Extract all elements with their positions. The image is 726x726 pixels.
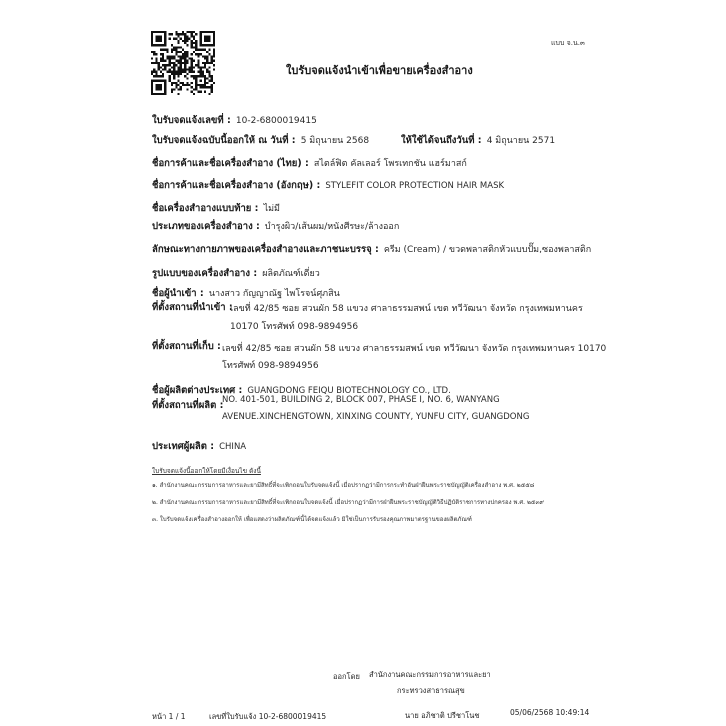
name-english-label: ชื่อการค้าและชื่อเครื่องสำอาง (อังกฤษ) : (152, 180, 321, 191)
document-title: ใบรับจดแจ้งนำเข้าเพื่อขายเครื่องสำอาง (286, 64, 473, 77)
condition-item: ๒. สำนักงานคณะกรรมการอาหารและยามีสิทธิ์ที่จะเพิกถอนใบจดแจ้งนี้ เมื่อปรากฏว่ามีการฝ่าฝืนพระราชบัญญัติวิธีปฏิบัติราชการทางปกครอง พ.ศ. ๒๕๓๙ (152, 499, 544, 506)
issue-date-label: ใบรับจดแจ้งฉบับนี้ออกให้ ณ วันที่ : (152, 135, 296, 146)
type-label: ประเภทของเครื่องสำอาง : (152, 221, 260, 232)
qr-code (151, 31, 215, 95)
storage-address-line1: เลขที่ 42/85 ซอย สวนผัก 58 แขวง ศาลาธรรมสพน์ เขต ทวีวัฒนา จังหวัด กรุงเทพมหานคร 10170 (222, 344, 607, 354)
format-label: รูปแบบของเครื่องสำอาง : (152, 268, 258, 279)
name-english-row (152, 173, 504, 193)
physical-label: ลักษณะทางกายภาพของเครื่องสำอางและภาชนะบรรจุ : (152, 244, 379, 255)
name-thai-row (152, 151, 467, 171)
suffix-name-value: ไม่มี (263, 204, 280, 214)
format-value: ผลิตภัณฑ์เดี่ยว (262, 269, 320, 279)
name-thai-label: ชื่อการค้าและชื่อเครื่องสำอาง (ไทย) : (152, 158, 309, 169)
storage-address-label: ที่ตั้งสถานที่เก็บ : (152, 341, 221, 352)
manufacturer-label: ชื่อผู้ผลิตต่างประเทศ : (152, 385, 243, 396)
receipt-number-label: ใบรับจดแจ้งเลขที่ : (152, 115, 231, 126)
valid-until-value: 4 มิถุนายน 2571 (486, 136, 556, 146)
type-row (152, 214, 399, 234)
physical-value: ครีม (Cream) / ขวดพลาสติกหัวแบบปั๊ม,ซองพลาสติก (383, 245, 592, 255)
issued-by-ministry: กระทรวงสาธารณสุข (397, 686, 465, 695)
suffix-name-row (152, 196, 280, 216)
valid-until-label: ให้ใช้ได้จนถึงวันที่ : (401, 135, 482, 146)
factory-address-line2: AVENUE.XINCHENGTOWN, XINXING COUNTY, YUNFU CITY, GUANGDONG (222, 412, 530, 422)
factory-address-line1: NO. 401-501, BUILDING 2, BLOCK 007, PHASE I, NO. 6, WANYANG (222, 395, 500, 405)
officer-name: นาย อภิชาติ ปรีชาโนช (405, 711, 480, 720)
issued-by-label: ออกโดย (333, 672, 360, 681)
issued-by-org: สำนักงานคณะกรรมการอาหารและยา (369, 670, 491, 679)
physical-row (152, 237, 591, 257)
importer-row (152, 281, 340, 301)
importer-address-label: ที่ตั้งสถานที่นำเข้า : (152, 302, 233, 313)
timestamp: 05/06/2568 10:49:14 (510, 708, 590, 717)
page-number: หน้า 1 / 1 (152, 712, 186, 721)
issue-date-row (152, 128, 369, 148)
factory-address-label: ที่ตั้งสถานที่ผลิต : (152, 400, 224, 411)
issue-date-value: 5 มิถุนายน 2568 (300, 136, 370, 146)
country-row (152, 434, 246, 454)
importer-address-line2: 10170 โทรศัพท์ 098-9894956 (230, 322, 359, 332)
condition-item: ๑. สำนักงานคณะกรรมการอาหารและยามีสิทธิ์ที่จะเพิกถอนใบรับจดแจ้งนี้ เมื่อปรากฏว่ามีการกระทำอันฝ่าฝืนพระราชบัญญัติเครื่องสำอาง พ.ศ. ๒๕๕๘ (152, 482, 535, 489)
importer-label: ชื่อผู้นำเข้า : (152, 288, 204, 299)
valid-until-row (401, 128, 555, 148)
storage-address-line2: โทรศัพท์ 098-9894956 (222, 361, 319, 371)
condition-item: ๓. ใบรับจดแจ้งเครื่องสำอางออกให้ เพื่อแสดงว่าผลิตภัณฑ์นี้ได้จดแจ้งแล้ว มิใช่เป็นการรับรองคุณภาพมาตรฐานของผลิตภัณฑ์ (152, 516, 472, 523)
form-code: แบบ จ.น.๓ (551, 39, 585, 47)
country-value: CHINA (219, 442, 247, 452)
receipt-number-row (152, 108, 317, 128)
conditions-heading: ใบรับจดแจ้งนี้ออกให้โดยมีเงื่อนไข ดังนี้ (152, 467, 261, 475)
suffix-name-label: ชื่อเครื่องสำอางแบบท้าย : (152, 203, 259, 214)
manufacturer-value: GUANGDONG FEIQU BIOTECHNOLOGY CO., LTD. (247, 386, 451, 396)
country-label: ประเทศผู้ผลิต : (152, 441, 215, 452)
footer-receipt-ref: เลขที่ใบรับแจ้ง 10-2-6800019415 (209, 712, 327, 721)
importer-value: นางสาว กัญญาณัฐ ไพโรจน์ศุภสิน (208, 289, 340, 299)
importer-address-line1: เลขที่ 42/85 ซอย สวนผัก 58 แขวง ศาลาธรรมสพน์ เขต ทวีวัฒนา จังหวัด กรุงเทพมหานคร (230, 304, 583, 314)
name-english-value: STYLEFIT COLOR PROTECTION HAIR MASK (325, 181, 505, 191)
name-thai-value: สไตล์ฟิต คัลเลอร์ โพรเทกชัน แฮร์มาสก์ (313, 159, 467, 169)
type-value: บำรุงผิว/เส้นผม/หนังศีรษะ/ล้างออก (264, 222, 400, 232)
receipt-number-value: 10-2-6800019415 (235, 116, 317, 126)
format-row (152, 261, 320, 281)
